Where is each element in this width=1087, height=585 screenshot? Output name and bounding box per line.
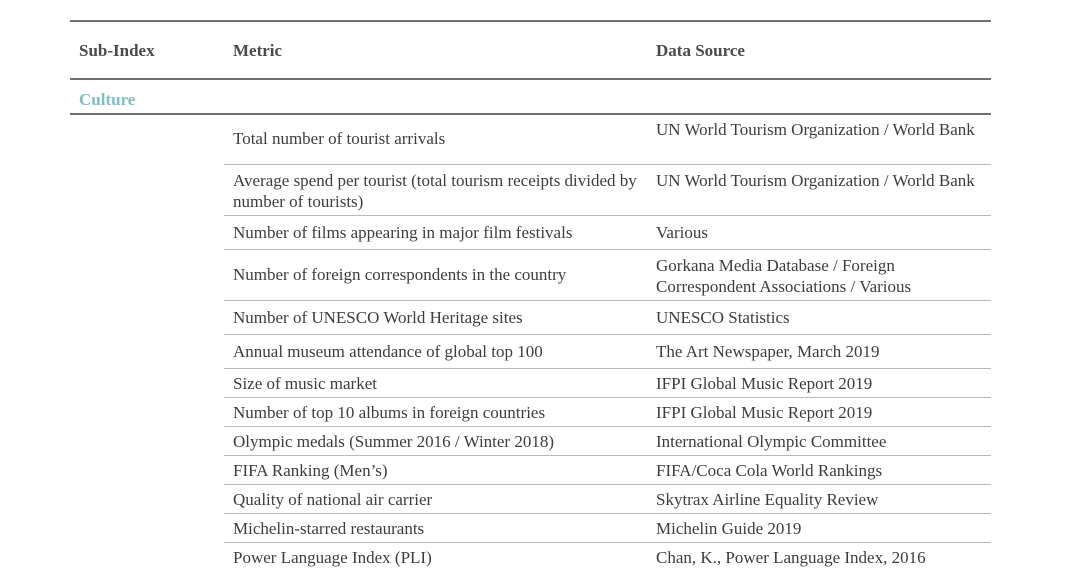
source-cell: Skytrax Airline Equality Review [656,490,879,509]
source-cell: UNESCO Statistics [656,308,790,327]
table-row [224,250,991,301]
metric-cell: Power Language Index (PLI) [233,548,432,567]
source-cell: Gorkana Media Database / Foreign Correspondent Associations / Various [656,256,912,296]
metric-cell: Average spend per tourist (total tourism receipts divided by number of tourists) [233,171,637,211]
table-row [224,369,991,398]
metric-cell: Michelin-starred restaurants [233,519,425,538]
header-data-source: Data Source [656,41,745,60]
metric-cell: Number of films appearing in major film festivals [233,223,573,242]
table-row [224,543,991,571]
metric-cell: Number of UNESCO World Heritage sites [233,308,523,327]
metric-cell: Total number of tourist arrivals [233,129,446,148]
metric-cell: Olympic medals (Summer 2016 / Winter 2018) [233,432,555,451]
source-cell: Michelin Guide 2019 [656,519,802,538]
metric-cell: Size of music market [233,374,377,393]
table-row [224,114,991,165]
table-row [224,456,991,485]
section-label: Culture [79,90,136,109]
source-cell: IFPI Global Music Report 2019 [656,403,873,422]
source-cell: Chan, K., Power Language Index, 2016 [656,548,926,567]
table-row [224,398,991,427]
table-row [224,165,991,216]
metric-cell: Number of foreign correspondents in the country [233,265,567,284]
source-cell: FIFA/Coca Cola World Rankings [656,461,883,480]
table-row [224,427,991,456]
metric-cell: Quality of national air carrier [233,490,433,509]
table-row [224,301,991,335]
source-cell: The Art Newspaper, March 2019 [656,342,880,361]
section-divider [70,113,225,114]
table-header-row [70,22,991,80]
header-metric: Metric [233,41,283,60]
metric-cell: Number of top 10 albums in foreign countries [233,403,546,422]
metric-cell: Annual museum attendance of global top 100 [233,342,543,361]
table-row [224,485,991,514]
header-sub-index: Sub-Index [79,41,155,60]
section-row-culture [70,80,991,115]
table-row [224,514,991,543]
table-row [224,335,991,369]
table-body [224,114,991,571]
source-cell: International Olympic Committee [656,432,887,451]
source-cell: Various [656,223,708,242]
source-cell: IFPI Global Music Report 2019 [656,374,873,393]
metric-cell: FIFA Ranking (Men’s) [233,461,388,480]
source-cell: UN World Tourism Organization / World Bank [656,171,975,190]
table-row [224,216,991,250]
source-cell: UN World Tourism Organization / World Bank [656,120,975,139]
